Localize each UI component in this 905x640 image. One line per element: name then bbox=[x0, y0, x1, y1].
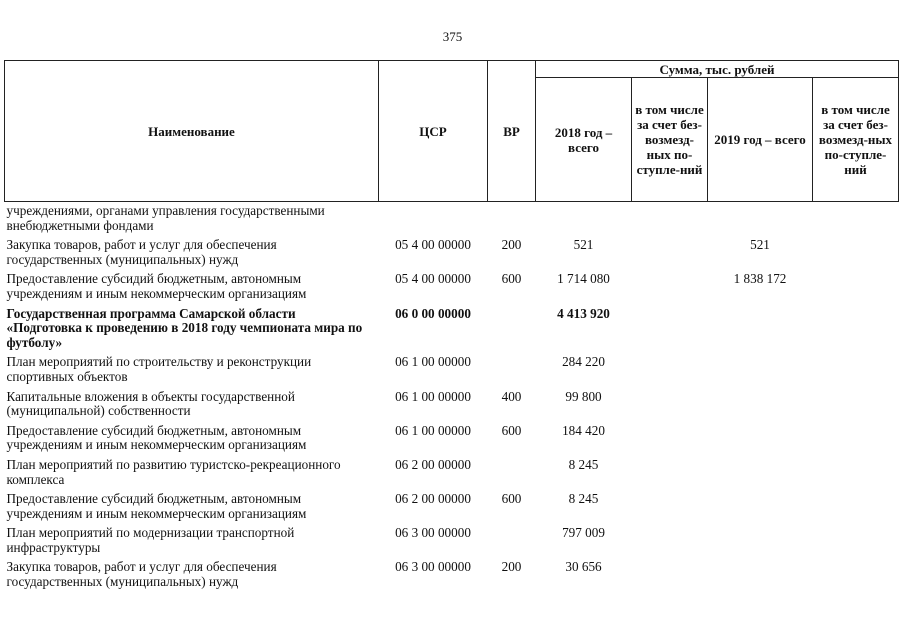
row-2018-total: 797 009 bbox=[562, 525, 605, 541]
row-csr: 06 3 00 00000 bbox=[395, 525, 471, 541]
row-name: План мероприятий по модернизации транспортной инфраструктуры bbox=[6, 525, 295, 555]
table-row bbox=[5, 355, 899, 389]
row-csr bbox=[379, 202, 488, 239]
row-vr: 400 bbox=[501, 388, 522, 404]
row-csr: 06 2 00 00000 bbox=[395, 456, 471, 472]
row-2018-free bbox=[632, 526, 708, 560]
header-vr: ВР bbox=[488, 61, 536, 202]
row-vr: 600 bbox=[501, 271, 522, 287]
row-2019-free bbox=[813, 238, 899, 272]
header-sum-group: Сумма, тыс. рублей bbox=[536, 61, 899, 78]
row-2019-free bbox=[813, 560, 899, 594]
table-body bbox=[5, 202, 899, 595]
row-csr: 06 1 00 00000 bbox=[395, 388, 471, 404]
row-2019-free bbox=[813, 202, 899, 239]
header-2018-total: 2018 год – всего bbox=[536, 78, 632, 202]
row-2018-total: 8 245 bbox=[568, 456, 599, 472]
row-2018-total: 8 245 bbox=[568, 491, 599, 507]
row-2019-free bbox=[813, 390, 899, 424]
table-row bbox=[5, 424, 899, 458]
table-row bbox=[5, 202, 899, 239]
row-vr: 600 bbox=[501, 491, 522, 507]
row-vr bbox=[488, 202, 536, 239]
header-2019-free: в том числе за счет без-возмезд-ных по-ступле-ний bbox=[813, 78, 899, 202]
row-2018-total: 184 420 bbox=[562, 422, 605, 438]
row-vr: 200 bbox=[501, 237, 522, 253]
table-row bbox=[5, 272, 899, 306]
row-vr: 200 bbox=[501, 559, 522, 575]
header-name: Наименование bbox=[5, 61, 379, 202]
row-2019-total bbox=[708, 526, 813, 560]
row-2018-free bbox=[632, 355, 708, 389]
row-2018-free bbox=[632, 307, 708, 356]
header-2018-free: в том числе за счет без-возмезд-ных по-ступле-ний bbox=[632, 78, 708, 202]
row-2019-total bbox=[708, 560, 813, 594]
row-csr: 06 0 00 00000 bbox=[395, 305, 471, 321]
table-row bbox=[5, 492, 899, 526]
row-2019-total bbox=[708, 202, 813, 239]
row-2018-total: 4 413 920 bbox=[557, 305, 610, 321]
row-2018-free bbox=[632, 560, 708, 594]
row-2019-free bbox=[813, 355, 899, 389]
row-2018-total bbox=[536, 202, 632, 239]
table-row bbox=[5, 390, 899, 424]
row-2019-total bbox=[708, 307, 813, 356]
row-2019-total bbox=[708, 355, 813, 389]
table-row bbox=[5, 458, 899, 492]
row-name: Закупка товаров, работ и услуг для обеспечения государственных (муниципальных) нужд bbox=[6, 559, 277, 590]
budget-table bbox=[4, 60, 899, 595]
row-2018-free bbox=[632, 272, 708, 306]
row-2019-total: 1 838 172 bbox=[733, 271, 787, 287]
row-2018-free bbox=[632, 238, 708, 272]
row-2019-total bbox=[708, 424, 813, 458]
table-row bbox=[5, 526, 899, 560]
row-vr bbox=[488, 458, 536, 492]
row-vr bbox=[488, 355, 536, 389]
row-name: План мероприятий по развитию туристско-рекреационного комплекса bbox=[6, 456, 341, 487]
row-2018-free bbox=[632, 424, 708, 458]
table-header bbox=[5, 61, 899, 202]
row-2019-free bbox=[813, 424, 899, 458]
row-csr: 06 2 00 00000 bbox=[395, 491, 471, 507]
row-2019-total bbox=[708, 390, 813, 424]
row-2018-total: 284 220 bbox=[562, 354, 605, 370]
header-2019-total: 2019 год – всего bbox=[708, 78, 813, 202]
header-csr: ЦСР bbox=[379, 61, 488, 202]
row-2019-total: 521 bbox=[750, 237, 770, 253]
row-csr: 05 4 00 00000 bbox=[395, 271, 471, 287]
table-row bbox=[5, 307, 899, 356]
row-2018-free bbox=[632, 202, 708, 239]
row-vr bbox=[488, 526, 536, 560]
table-row bbox=[5, 238, 899, 272]
row-2019-free bbox=[813, 458, 899, 492]
row-2018-total: 30 656 bbox=[565, 559, 602, 575]
page-number: 375 bbox=[442, 29, 463, 44]
row-csr: 06 1 00 00000 bbox=[395, 422, 471, 438]
row-name: Предоставление субсидий бюджетным, автономным учреждениям и иным некоммерческим организациям bbox=[6, 422, 307, 453]
row-2019-total bbox=[708, 492, 813, 526]
row-vr bbox=[488, 307, 536, 356]
row-name: Капитальные вложения в объекты государственной (муниципальной) собственности bbox=[6, 388, 295, 419]
row-2018-total: 521 bbox=[573, 237, 594, 253]
row-2019-total bbox=[708, 458, 813, 492]
row-2019-free bbox=[813, 492, 899, 526]
row-name: Предоставление субсидий бюджетным, автономным учреждениям и иным некоммерческим организациям bbox=[6, 491, 307, 521]
row-name: План мероприятий по строительству и реконструкции спортивных объектов bbox=[6, 354, 312, 384]
row-2019-free bbox=[813, 307, 899, 356]
row-vr: 600 bbox=[501, 422, 522, 438]
row-name: Закупка товаров, работ и услуг для обеспечения государственных (муниципальных) нужд bbox=[6, 237, 277, 267]
row-name: Предоставление субсидий бюджетным, автономным учреждениям и иным некоммерческим организациям bbox=[6, 271, 307, 301]
row-2018-free bbox=[632, 390, 708, 424]
row-csr: 05 4 00 00000 bbox=[395, 237, 471, 253]
row-2018-free bbox=[632, 458, 708, 492]
row-csr: 06 3 00 00000 bbox=[395, 559, 471, 575]
row-2018-free bbox=[632, 492, 708, 526]
row-name: учреждениями, органами управления государственными внебюджетными фондами bbox=[6, 203, 325, 233]
row-2018-total: 99 800 bbox=[565, 388, 602, 404]
table-row bbox=[5, 560, 899, 594]
row-2019-free bbox=[813, 272, 899, 306]
row-2018-total: 1 714 080 bbox=[557, 271, 610, 287]
row-2019-free bbox=[813, 526, 899, 560]
row-name: Государственная программа Самарской области «Подготовка к проведению в 2018 году чемпионата мира по футболу» bbox=[6, 305, 363, 350]
row-csr: 06 1 00 00000 bbox=[395, 354, 471, 370]
